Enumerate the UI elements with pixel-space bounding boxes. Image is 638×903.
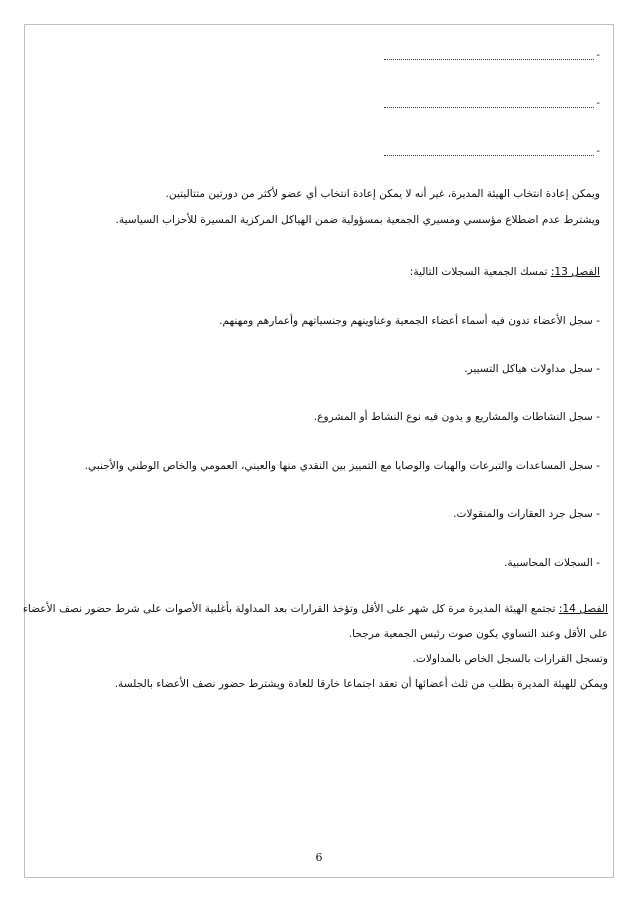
dash-1: - (596, 50, 600, 61)
dotted-fill-line-3 (384, 145, 594, 156)
chapter-14-line-2: على الأقل وعند التساوي يكون صوت رئيس الجمعية مرجحا. (348, 628, 608, 640)
chapter-13-heading (410, 265, 600, 279)
register-deliberations: - سجل مداولات هياكل التسيير. (464, 363, 600, 375)
register-donations: - سجل المساعدات والتبرعات والهبات والوصايا مع التمييز بين النقدي منها والعيني، العمومي والخاص الوطني والأجنبي. (84, 460, 600, 472)
dotted-fill-line-2 (384, 97, 594, 108)
dotted-fill-line-1 (384, 49, 594, 60)
reelection-text: ويمكن إعادة انتخاب الهيئة المديرة، غير أنه لا يمكن إعادة انتخاب أي عضو لأكثر من دورتين متتاليتين. (165, 188, 600, 200)
register-accounting: - السجلات المحاسبية. (504, 557, 600, 569)
page-number: 6 (315, 851, 323, 864)
chapter-14-line-4: ويمكن للهيئة المديرة بطلب من ثلث أعضائها أن تعقد اجتماعا خارقا للعادة ويشترط حضور نصف الأعضاء بالجلسة. (114, 678, 608, 690)
chapter-14-label: الفصل 14: (558, 603, 608, 615)
chapter-13-label: الفصل 13: (550, 266, 600, 278)
chapter-14-line-3: وتسجل القرارات بالسجل الخاص بالمداولات. (412, 653, 608, 665)
register-members: - سجل الأعضاء تدون فيه أسماء أعضاء الجمعية وعناوينهم وجنسياتهم وأعمارهم ومهنهم. (219, 315, 600, 327)
dash-2: - (596, 98, 600, 109)
register-inventory: - سجل جرد العقارات والمنقولات. (453, 508, 600, 520)
register-activities: - سجل النشاطات والمشاريع و يدون فيه نوع النشاط أو المشروع. (313, 411, 600, 423)
chapter-13-text: تمسك الجمعية السجلات التالية: (409, 266, 551, 278)
condition-text: ويشترط عدم اضطلاع مؤسسي ومسيري الجمعية بمسؤولية ضمن الهياكل المركزية المسيرة للأحزاب السياسية. (115, 214, 600, 226)
dash-3: - (596, 146, 600, 157)
chapter-14-text: تجتمع الهيئة المديرة مرة كل شهر على الأقل وتؤخذ القرارات بعد المداولة بأغلبية الأصوات على شرط حضور نصف الأعضاء (22, 603, 559, 615)
chapter-14-heading (23, 602, 608, 616)
